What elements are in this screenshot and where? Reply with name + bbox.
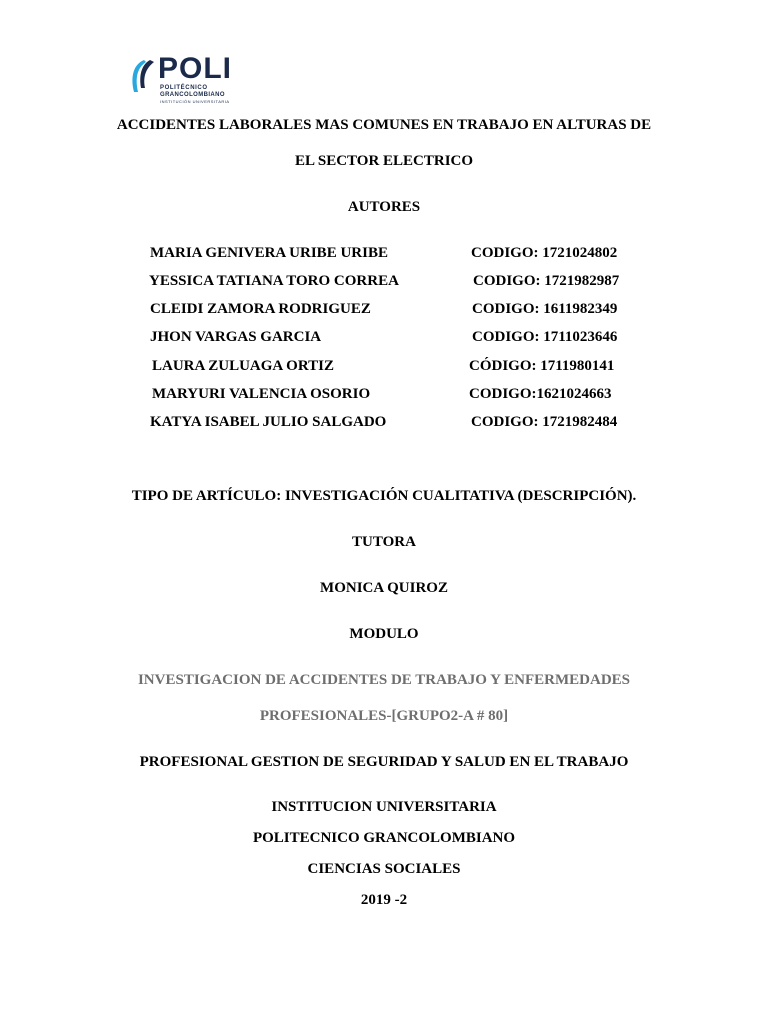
academic-period: 2019 -2: [360, 892, 408, 908]
title-line-2: EL SECTOR ELECTRICO: [294, 153, 474, 169]
author-name: JHON VARGAS GARCIA: [150, 329, 322, 345]
author-name: KATYA ISABEL JULIO SALGADO: [150, 414, 387, 430]
author-name: MARYURI VALENCIA OSORIO: [152, 386, 371, 402]
author-name: CLEIDI ZAMORA RODRIGUEZ: [150, 301, 371, 317]
author-code: CODIGO: 1721982987: [473, 273, 620, 289]
authors-heading: AUTORES: [347, 199, 421, 215]
program-name: PROFESIONAL GESTION DE SEGURIDAD Y SALUD EN EL TRABAJO: [139, 754, 629, 770]
faculty-name: CIENCIAS SOCIALES: [307, 861, 461, 877]
logo-line-3: INSTITUCIÓN UNIVERSITARIA: [160, 99, 230, 104]
logo-line-2: GRANCOLOMBIANO: [160, 92, 225, 98]
author-code: CODIGO: 1611982349: [472, 301, 618, 317]
institution-line-2: POLITECNICO GRANCOLOMBIANO: [252, 830, 516, 846]
institution-line-1: INSTITUCION UNIVERSITARIA: [271, 799, 497, 815]
poli-logo: [128, 54, 258, 106]
module-heading: MODULO: [349, 626, 419, 642]
logo-line-1: POLITÉCNICO: [160, 85, 208, 91]
tutor-name: MONICA QUIROZ: [320, 580, 448, 596]
tutor-heading: TUTORA: [352, 534, 416, 550]
logo-wordmark: POLI: [158, 52, 233, 85]
author-code: CODIGO: 1711023646: [472, 329, 618, 345]
author-code: CÓDIGO: 1711980141: [469, 358, 615, 374]
article-type: TIPO DE ARTÍCULO: INVESTIGACIÓN CUALITATIVA (DESCRIPCIÓN).: [131, 488, 637, 504]
title-line-1: ACCIDENTES LABORALES MAS COMUNES EN TRABAJO EN ALTURAS DE: [116, 117, 652, 133]
author-code: CODIGO:1621024663: [469, 386, 612, 402]
module-name-line-2: PROFESIONALES-[GRUPO2-A # 80]: [259, 708, 509, 724]
module-name-line-1: INVESTIGACION DE ACCIDENTES DE TRABAJO Y ENFERMEDADES: [137, 672, 631, 688]
poli-logo-mark-icon: [128, 58, 158, 98]
author-code: CODIGO: 1721024802: [471, 245, 618, 261]
author-name: LAURA ZULUAGA ORTIZ: [152, 358, 335, 374]
author-name: MARIA GENIVERA URIBE URIBE: [150, 245, 388, 261]
author-name: YESSICA TATIANA TORO CORREA: [149, 273, 399, 289]
author-code: CODIGO: 1721982484: [471, 414, 618, 430]
